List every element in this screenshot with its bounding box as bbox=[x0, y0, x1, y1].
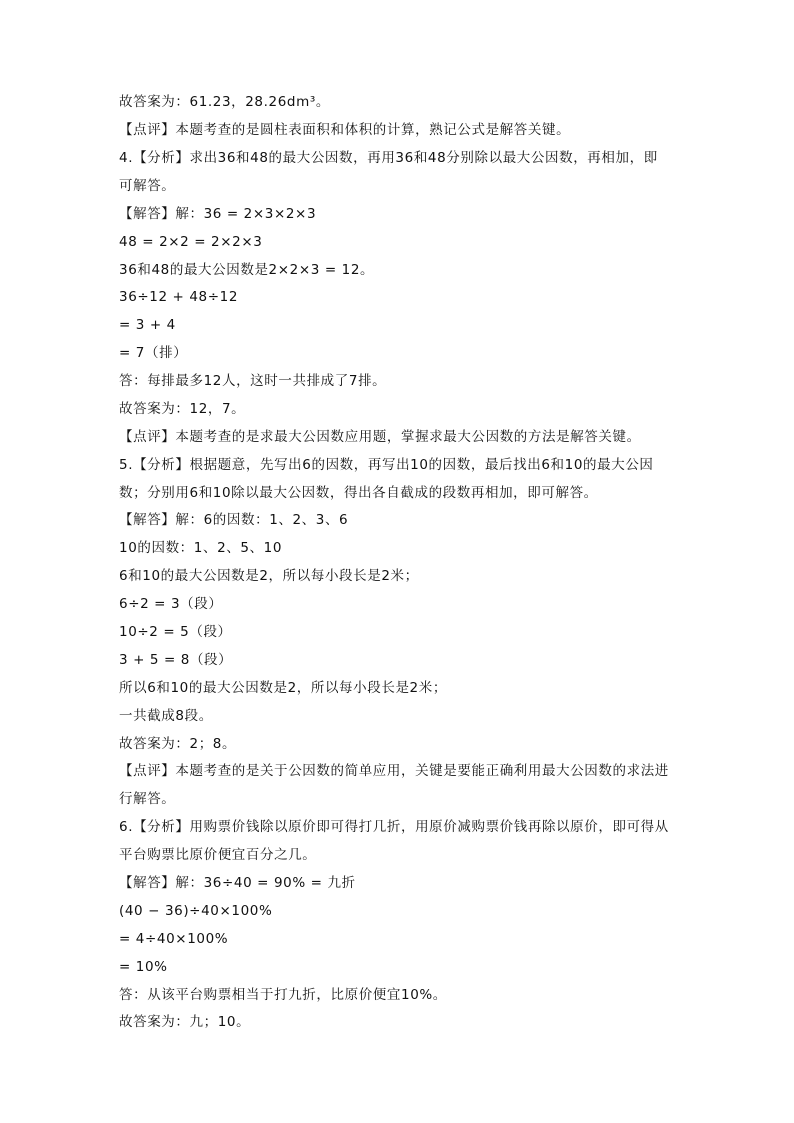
analysis-line-q6: 6.【分析】用购票价钱除以原价即可得打几折，用原价减购票价钱再除以原价，即可得从 bbox=[119, 819, 669, 835]
reply-line-q4: 答：每排最多12人，这时一共排成了7排。 bbox=[119, 373, 387, 389]
math-line: = 4÷40×100% bbox=[119, 931, 229, 947]
solution-line-q6: 【解答】解：36÷40 = 90% = 九折 bbox=[119, 875, 356, 891]
math-line: (40 − 36)÷40×100% bbox=[119, 903, 273, 919]
math-line: = 7（排） bbox=[119, 345, 188, 361]
comment-line-q5: 【点评】本题考查的是关于公因数的简单应用，关键是要能正确利用最大公因数的求法进 bbox=[119, 763, 669, 779]
analysis-line-q5-cont: 数；分别用6和10除以最大公因数，得出各自截成的段数再相加，即可解答。 bbox=[119, 485, 598, 501]
math-line: = 10% bbox=[119, 959, 168, 975]
answer-line-q5: 故答案为：2；8。 bbox=[119, 736, 237, 752]
solution-line-q4: 【解答】解：36 = 2×3×2×3 bbox=[119, 206, 317, 222]
text-line: 36和48的最大公因数是2×2×3 = 12。 bbox=[119, 262, 375, 278]
math-line: 6÷2 = 3（段） bbox=[119, 596, 223, 612]
text-line: 6和10的最大公因数是2，所以每小段长是2米； bbox=[119, 568, 419, 584]
math-line: = 3 + 4 bbox=[119, 317, 176, 333]
comment-line-q3: 【点评】本题考查的是圆柱表面积和体积的计算，熟记公式是解答关键。 bbox=[119, 122, 571, 138]
text-line: 所以6和10的最大公因数是2，所以每小段长是2米； bbox=[119, 680, 447, 696]
answer-line-q4: 故答案为：12，7。 bbox=[119, 401, 246, 417]
text-line: 10的因数：1、2、5、10 bbox=[119, 540, 283, 556]
math-line: 3 + 5 = 8（段） bbox=[119, 652, 233, 668]
analysis-line-q6-cont: 平台购票比原价便宜百分之几。 bbox=[119, 847, 317, 863]
text-line: 一共截成8段。 bbox=[119, 708, 213, 724]
comment-line-q4: 【点评】本题考查的是求最大公因数应用题，掌握求最大公因数的方法是解答关键。 bbox=[119, 429, 641, 445]
analysis-line-q4-cont: 可解答。 bbox=[119, 178, 176, 194]
analysis-line-q4: 4.【分析】求出36和48的最大公因数，再用36和48分别除以最大公因数，再相加，即 bbox=[119, 150, 658, 166]
comment-line-q5-cont: 行解答。 bbox=[119, 791, 176, 807]
solution-line-q5: 【解答】解：6的因数：1、2、3、6 bbox=[119, 512, 349, 528]
math-line: 48 = 2×2 = 2×2×3 bbox=[119, 234, 263, 250]
math-line: 10÷2 = 5（段） bbox=[119, 624, 232, 640]
reply-line-q6: 答：从该平台购票相当于打九折，比原价便宜10%。 bbox=[119, 987, 447, 1003]
answer-line-q3: 故答案为：61.23，28.26dm³。 bbox=[119, 94, 330, 110]
analysis-line-q5: 5.【分析】根据题意，先写出6的因数，再写出10的因数，最后找出6和10的最大公因 bbox=[119, 457, 654, 473]
answer-line-q6: 故答案为：九；10。 bbox=[119, 1014, 251, 1030]
math-line: 36÷12 + 48÷12 bbox=[119, 289, 239, 305]
